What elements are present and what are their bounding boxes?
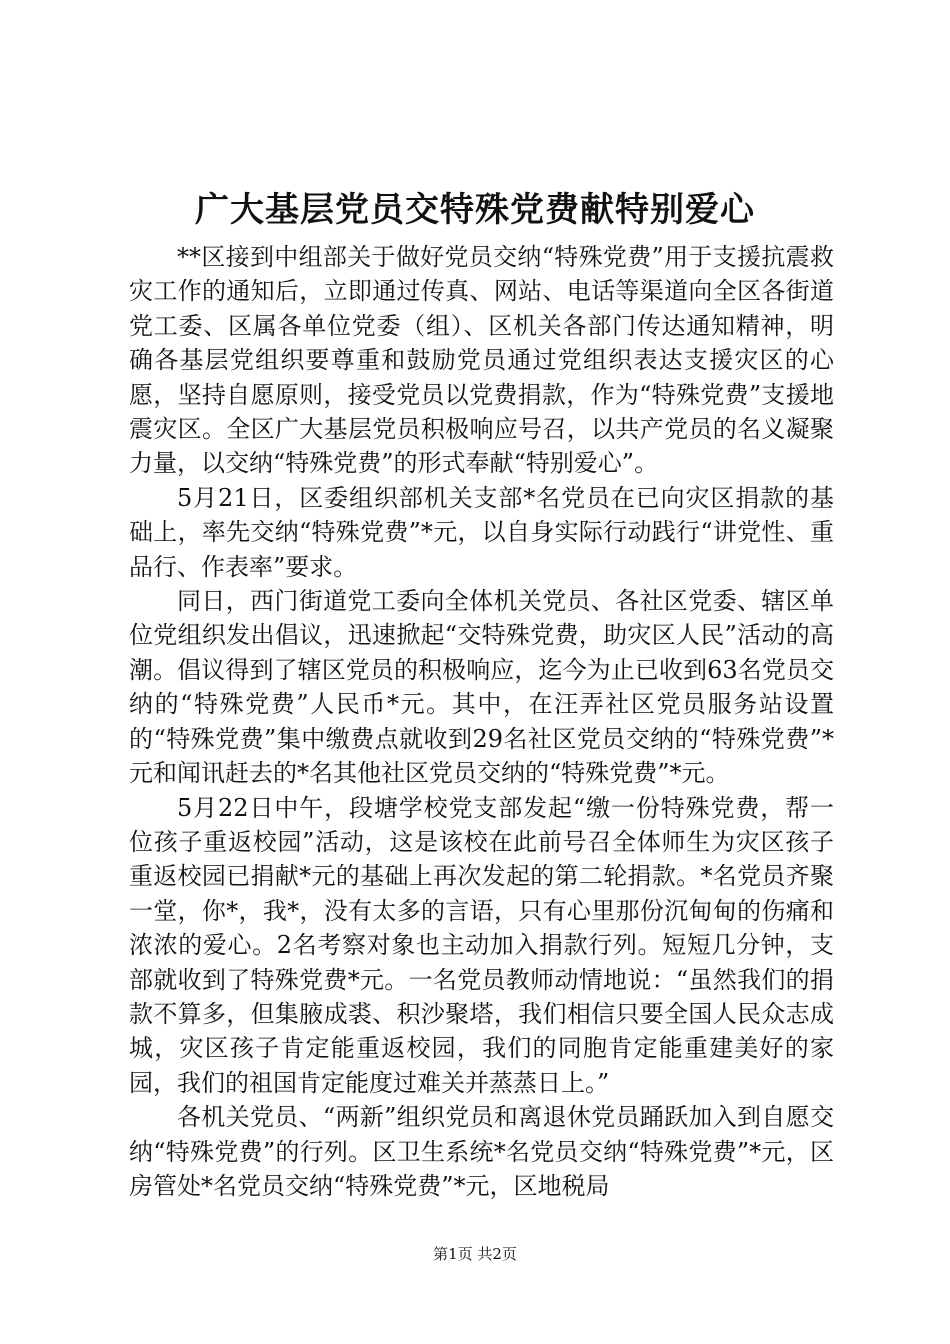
paragraph: 同日，西门街道党工委向全体机关党员、各社区党委、辖区单位党组织发出倡议，迅速掀起“交特殊党费，助灾区人民”活动的高潮。倡议得到了辖区党员的积极响应，迄今为止已收到63名党员交纳的“特殊党费”人民币*元。其中，在汪弄社区党员服务站设置的“特殊党费”集中缴费点就收到29名社区党员交纳的“特殊党费”*元和闻讯赶去的*名其他社区党员交纳的“特殊党费”*元。 bbox=[129, 587, 834, 788]
paragraph: 各机关党员、“两新”组织党员和离退休党员踊跃加入到自愿交纳“特殊党费”的行列。区卫生系统*名党员交纳“特殊党费”*元，区房管处*名党员交纳“特殊党费”*元，区地税局 bbox=[129, 1103, 834, 1200]
page-number-footer: 第1页 共2页 bbox=[433, 1245, 517, 1263]
document-body bbox=[129, 240, 834, 1203]
paragraph: 5月21日，区委组织部机关支部*名党员在已向灾区捐款的基础上，率先交纳“特殊党费”*元，以自身实际行动践行“讲党性、重品行、作表率”要求。 bbox=[129, 483, 834, 581]
paragraph: 5月22日中午，段塘学校党支部发起“缴一份特殊党费，帮一位孩子重返校园”活动，这是该校在此前号召全体师生为灾区孩子重返校园已捐献*元的基础上再次发起的第二轮捐款。*名党员齐聚一堂，你*，我*，没有太多的言语，只有心里那份沉甸甸的伤痛和浓浓的爱心。2名考察对象也主动加入捐款行列。短短几分钟，支部就收到了特殊党费*元。一名党员教师动情地说：“虽然我们的捐款不算多，但集腋成裘、积沙聚塔，我们相信只要全国人民众志成城，灾区孩子肯定能重返校园，我们的同胞肯定能重建美好的家园，我们的祖国肯定能度过难关并蒸蒸日上。” bbox=[129, 793, 834, 1097]
paragraph: **区接到中组部关于做好党员交纳“特殊党费”用于支援抗震救灾工作的通知后，立即通过传真、网站、电话等渠道向全区各街道党工委、区属各单位党委（组）、区机关各部门传达通知精神，明确各基层党组织要尊重和鼓励党员通过党组织表达支援灾区的心愿，坚持自愿原则，接受党员以党费捐款，作为“特殊党费”支援地震灾区。全区广大基层党员积极响应号召，以共产党员的名义凝聚力量，以交纳“特殊党费”的形式奉献“特别爱心”。 bbox=[129, 243, 834, 478]
document-title: 广大基层党员交特殊党费献特别爱心 bbox=[195, 190, 755, 230]
